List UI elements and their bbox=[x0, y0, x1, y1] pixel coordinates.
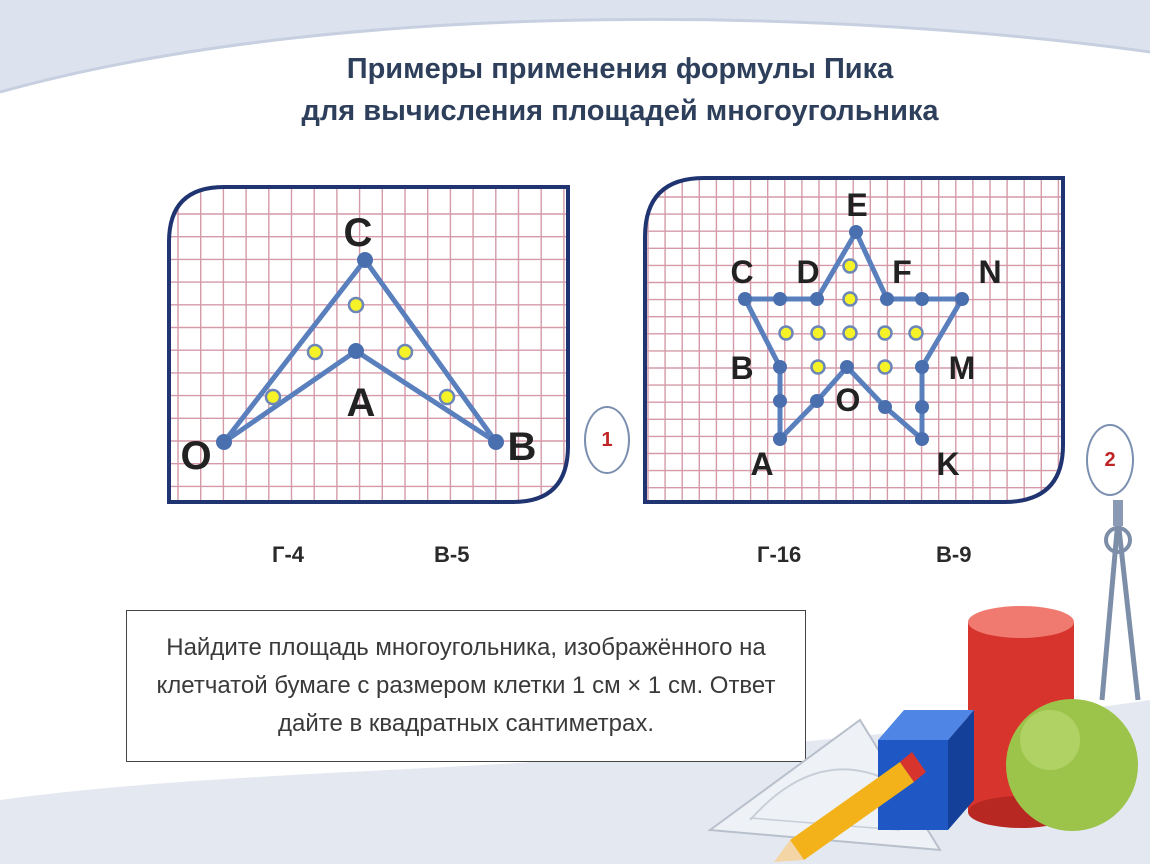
label-o: O bbox=[835, 382, 861, 418]
figure-2-graph bbox=[642, 175, 1066, 505]
label-a: A bbox=[346, 381, 376, 425]
vertex bbox=[878, 400, 892, 414]
title-line-1: Примеры применения формулы Пика bbox=[346, 53, 894, 85]
vertex-c bbox=[738, 292, 752, 306]
interior-point bbox=[398, 345, 412, 359]
interior-point bbox=[812, 327, 825, 340]
sphere-icon bbox=[1006, 699, 1138, 831]
vertex-m bbox=[915, 360, 929, 374]
label-o: O bbox=[180, 434, 212, 478]
label-m: M bbox=[948, 350, 976, 386]
figure-1-graph bbox=[166, 184, 572, 506]
interior-point bbox=[879, 327, 892, 340]
figure-2-boundary-count: Г-16 bbox=[757, 542, 802, 567]
vertex-o bbox=[216, 434, 232, 450]
interior-point bbox=[812, 361, 825, 374]
label-f: F bbox=[892, 254, 912, 290]
vertex-o bbox=[840, 360, 854, 374]
interior-point bbox=[910, 327, 923, 340]
label-n: N bbox=[978, 254, 1002, 290]
vertex-b bbox=[488, 434, 504, 450]
compass-icon bbox=[1102, 500, 1138, 700]
figure-2-panel bbox=[642, 175, 1066, 505]
vertex-a bbox=[773, 432, 787, 446]
interior-point bbox=[780, 327, 793, 340]
badge-1: 1 bbox=[584, 406, 630, 474]
vertex bbox=[810, 292, 824, 306]
vertex-a bbox=[348, 343, 364, 359]
geometry-tools-illustration bbox=[690, 500, 1150, 864]
interior-point bbox=[349, 298, 363, 312]
figure-2-interior-count: В-9 bbox=[936, 542, 972, 567]
label-c: C bbox=[730, 254, 754, 290]
vertex-e bbox=[849, 225, 863, 239]
vertex-k bbox=[915, 432, 929, 446]
label-b: B bbox=[730, 350, 754, 386]
vertex bbox=[810, 394, 824, 408]
interior-point bbox=[266, 390, 280, 404]
title-line-2: для вычисления площадей многоугольника bbox=[301, 95, 939, 127]
interior-point bbox=[879, 361, 892, 374]
label-b: B bbox=[507, 425, 537, 469]
interior-point bbox=[844, 293, 857, 306]
label-k: K bbox=[936, 446, 960, 482]
task-text: Найдите площадь многоугольника, изображённого на клетчатой бумаге с размером клетки 1 см × 1 см. Ответ дайте в квадратных сантиметрах. bbox=[156, 634, 776, 737]
vertex-d bbox=[773, 292, 787, 306]
page-title bbox=[0, 48, 1150, 132]
figure-1-boundary-count: Г-4 bbox=[272, 542, 305, 567]
badge-2: 2 bbox=[1086, 424, 1134, 496]
vertex bbox=[880, 292, 894, 306]
interior-point bbox=[844, 260, 857, 273]
label-d: D bbox=[796, 254, 820, 290]
vertex bbox=[915, 400, 929, 414]
interior-point bbox=[440, 390, 454, 404]
figure-1-panel bbox=[166, 184, 572, 506]
figure-1-interior-count: В-5 bbox=[434, 542, 470, 567]
interior-point bbox=[308, 345, 322, 359]
label-c: C bbox=[343, 211, 373, 255]
label-a: A bbox=[750, 446, 774, 482]
interior-point bbox=[844, 327, 857, 340]
label-e: E bbox=[846, 187, 868, 223]
vertex-n bbox=[955, 292, 969, 306]
vertex bbox=[915, 292, 929, 306]
vertex-b bbox=[773, 360, 787, 374]
vertex bbox=[773, 394, 787, 408]
